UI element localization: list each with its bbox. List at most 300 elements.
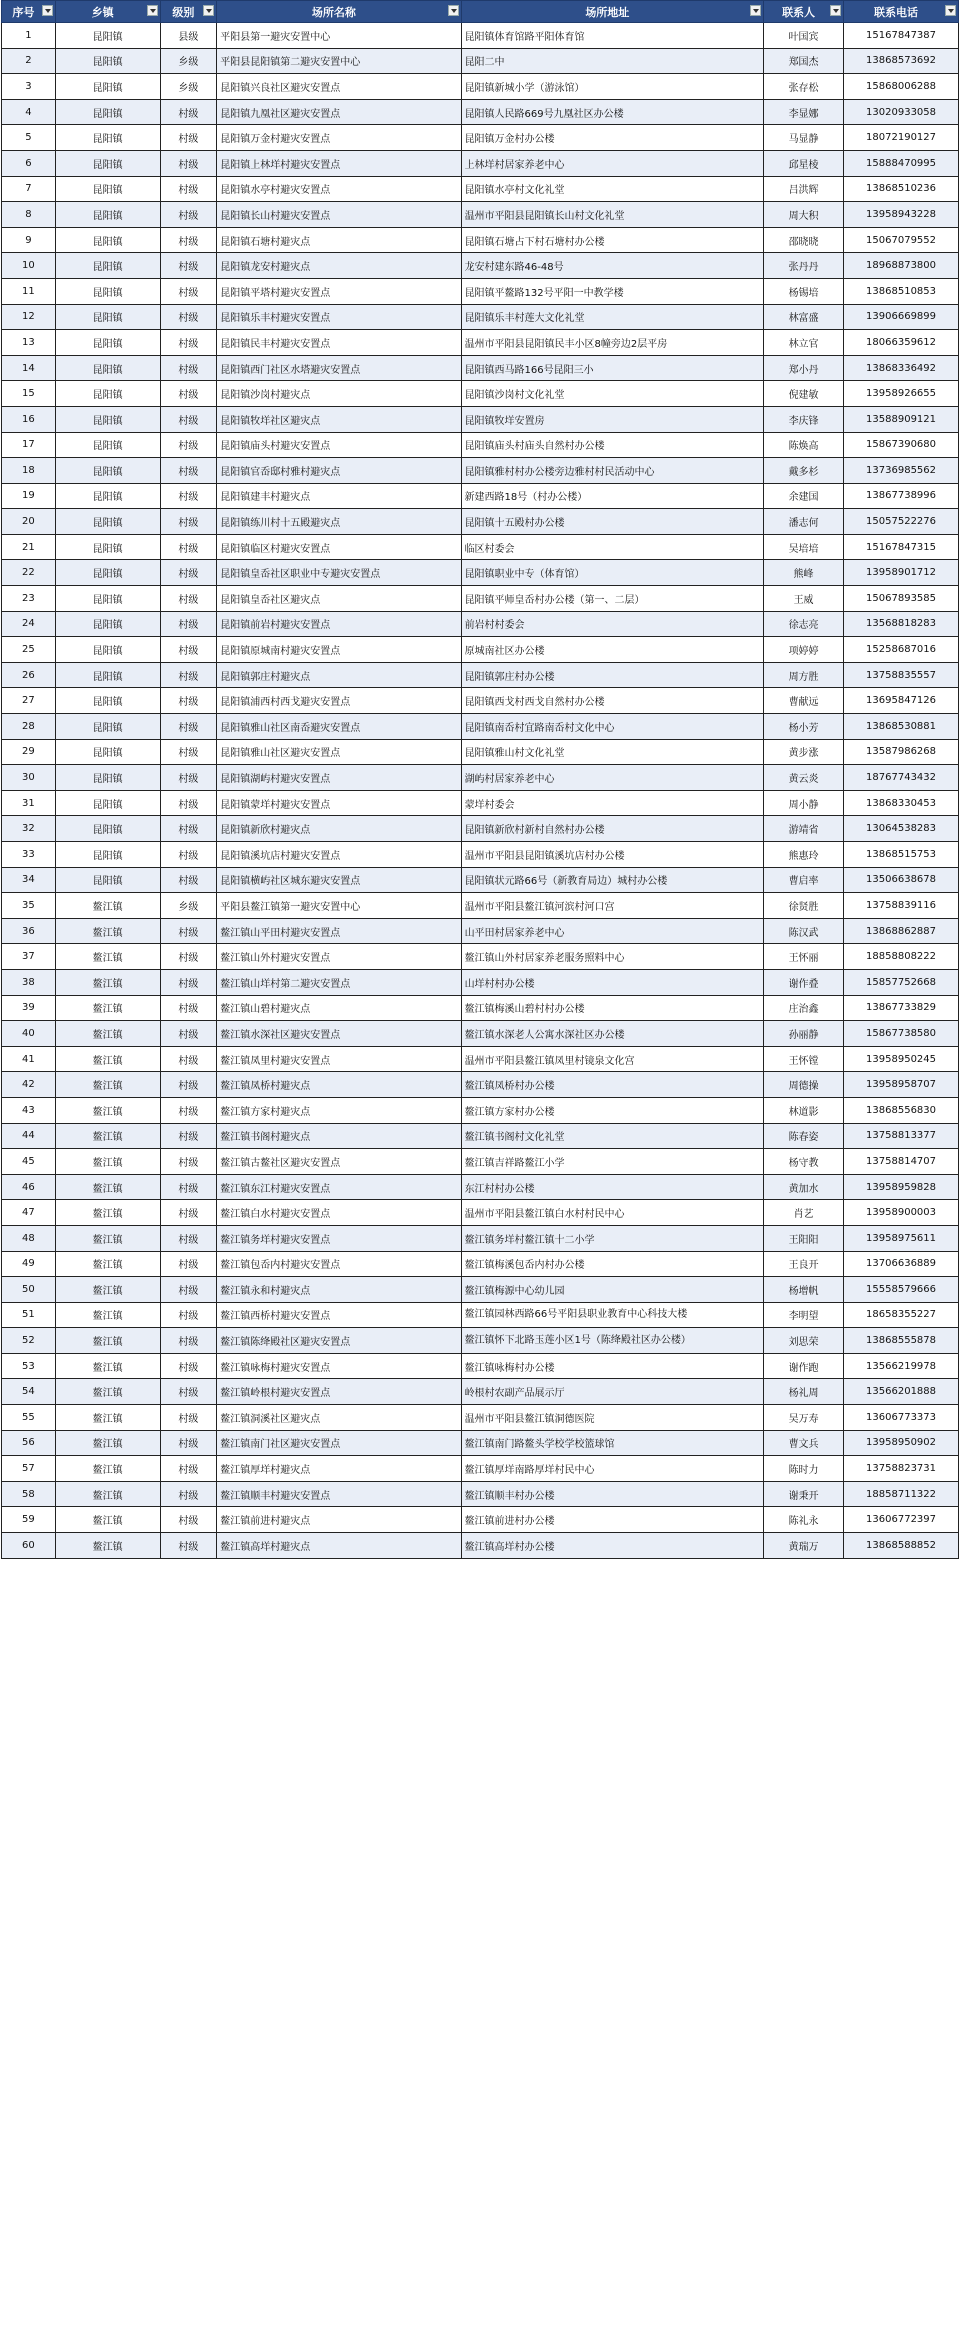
cell-township: 鳌江镇 [55,1302,160,1328]
cell-site-name: 鳌江镇厚垟村避灾点 [217,1456,461,1482]
cell-site-address: 温州市平阳县昆阳镇民丰小区8幢旁边2层平房 [461,330,764,356]
cell-township: 昆阳镇 [55,227,160,253]
township-header [55,1,160,23]
cell-site-address: 鳌江镇高垟村办公楼 [461,1533,764,1559]
cell-site-name: 鳌江镇山垟村第二避灾安置点 [217,969,461,995]
cell-phone: 15867390680 [844,432,959,458]
cell-site-name: 鳌江镇凤桥村避灾点 [217,1072,461,1098]
cell-phone: 13958901712 [844,560,959,586]
level-header [160,1,217,23]
cell-township: 鳌江镇 [55,918,160,944]
cell-phone: 13606772397 [844,1507,959,1533]
cell-serial: 48 [2,1225,56,1251]
cell-serial: 18 [2,458,56,484]
cell-township: 鳌江镇 [55,1277,160,1303]
cell-phone: 18072190127 [844,125,959,151]
cell-phone: 18658355227 [844,1302,959,1328]
cell-township: 鳌江镇 [55,969,160,995]
cell-site-address: 昆阳镇平师皇岙村办公楼（第一、二层） [461,586,764,612]
cell-level: 村级 [160,1328,217,1354]
cell-contact: 杨守教 [764,1149,844,1175]
cell-site-address: 昆阳镇体育馆路平阳体育馆 [461,23,764,49]
filter-dropdown-icon[interactable] [945,5,956,16]
cell-level: 村级 [160,867,217,893]
cell-site-name: 平阳县第一避灾安置中心 [217,23,461,49]
cell-phone: 18858808222 [844,944,959,970]
cell-township: 鳌江镇 [55,1379,160,1405]
table-row [2,1200,959,1226]
cell-site-name: 鳌江镇书阁村避灾点 [217,1123,461,1149]
cell-phone: 13606773373 [844,1405,959,1431]
cell-serial: 34 [2,867,56,893]
cell-serial: 14 [2,355,56,381]
serial-header [2,1,56,23]
cell-level: 村级 [160,662,217,688]
table-row [2,1251,959,1277]
site-name-header [217,1,461,23]
cell-phone: 13868573692 [844,48,959,74]
table-row [2,893,959,919]
cell-serial: 39 [2,995,56,1021]
cell-serial: 25 [2,637,56,663]
table-row [2,1328,959,1354]
cell-contact: 吕洪辉 [764,176,844,202]
cell-phone: 13587986268 [844,739,959,765]
cell-phone: 13958950902 [844,1430,959,1456]
cell-site-name: 昆阳镇建丰村避灾点 [217,483,461,509]
cell-serial: 50 [2,1277,56,1303]
cell-site-address: 原城南社区办公楼 [461,637,764,663]
table-row [2,1277,959,1303]
cell-contact: 曹文兵 [764,1430,844,1456]
cell-contact: 邵晓晓 [764,227,844,253]
table-row [2,1021,959,1047]
cell-contact: 余建国 [764,483,844,509]
cell-serial: 41 [2,1046,56,1072]
cell-site-address: 昆阳镇万金村办公楼 [461,125,764,151]
cell-serial: 52 [2,1328,56,1354]
cell-site-name: 鳌江镇陈绛殿社区避灾安置点 [217,1328,461,1354]
cell-contact: 徐贤胜 [764,893,844,919]
cell-level: 村级 [160,1174,217,1200]
cell-phone: 13958943228 [844,202,959,228]
cell-township: 鳌江镇 [55,995,160,1021]
cell-contact: 肖艺 [764,1200,844,1226]
cell-phone: 13867738996 [844,483,959,509]
cell-phone: 13868330453 [844,790,959,816]
cell-contact: 林立官 [764,330,844,356]
cell-site-name: 鳌江镇务垟村避灾安置点 [217,1225,461,1251]
cell-level: 村级 [160,150,217,176]
cell-level: 村级 [160,1277,217,1303]
cell-site-name: 昆阳镇蒙垟村避灾安置点 [217,790,461,816]
cell-site-name: 昆阳镇龙安村避灾点 [217,253,461,279]
cell-phone: 13958950245 [844,1046,959,1072]
cell-level: 村级 [160,1405,217,1431]
cell-site-name: 昆阳镇平塔村避灾安置点 [217,278,461,304]
cell-serial: 35 [2,893,56,919]
cell-level: 村级 [160,253,217,279]
cell-township: 昆阳镇 [55,125,160,151]
cell-site-address: 龙安村建东路46-48号 [461,253,764,279]
cell-site-address: 鳌江镇南门路鳌头学校学校篮球馆 [461,1430,764,1456]
table-row [2,355,959,381]
cell-contact: 郑国杰 [764,48,844,74]
header-label: 级别 [172,5,195,19]
cell-serial: 58 [2,1481,56,1507]
cell-site-name: 鳌江镇水深社区避灾安置点 [217,1021,461,1047]
cell-level: 村级 [160,1149,217,1175]
cell-contact: 叶国宾 [764,23,844,49]
cell-site-name: 昆阳镇前岩村避灾安置点 [217,611,461,637]
cell-serial: 17 [2,432,56,458]
filter-dropdown-icon[interactable] [147,5,158,16]
cell-site-address: 昆阳镇状元路66号（新教育局边）城村办公楼 [461,867,764,893]
cell-site-name: 昆阳镇民丰村避灾安置点 [217,330,461,356]
cell-contact: 游靖省 [764,816,844,842]
cell-serial: 7 [2,176,56,202]
cell-contact: 吴万寿 [764,1405,844,1431]
cell-township: 昆阳镇 [55,714,160,740]
cell-level: 村级 [160,1072,217,1098]
cell-contact: 陈时力 [764,1456,844,1482]
cell-site-address: 鳌江镇山外村居家养老服务照料中心 [461,944,764,970]
cell-serial: 10 [2,253,56,279]
cell-level: 村级 [160,1481,217,1507]
cell-site-address: 温州市平阳县鳌江镇凤里村镜泉文化宫 [461,1046,764,1072]
cell-contact: 杨锡培 [764,278,844,304]
table-row [2,739,959,765]
cell-site-address: 前岩村村委会 [461,611,764,637]
cell-site-address: 昆阳镇人民路669号九凰社区办公楼 [461,99,764,125]
cell-township: 昆阳镇 [55,534,160,560]
cell-level: 村级 [160,381,217,407]
cell-level: 村级 [160,944,217,970]
cell-site-name: 鳌江镇顺丰村避灾安置点 [217,1481,461,1507]
cell-phone: 13736985562 [844,458,959,484]
cell-contact: 周小静 [764,790,844,816]
cell-level: 村级 [160,1353,217,1379]
cell-township: 鳌江镇 [55,1533,160,1559]
table-row [2,867,959,893]
cell-site-name: 昆阳镇皇岙社区避灾点 [217,586,461,612]
cell-site-name: 昆阳镇横屿社区城东避灾安置点 [217,867,461,893]
cell-serial: 24 [2,611,56,637]
cell-level: 村级 [160,1097,217,1123]
cell-phone: 13758813377 [844,1123,959,1149]
cell-contact: 黄步涨 [764,739,844,765]
cell-site-name: 昆阳镇九凰社区避灾安置点 [217,99,461,125]
phone-header [844,1,959,23]
cell-level: 村级 [160,458,217,484]
cell-level: 村级 [160,1379,217,1405]
cell-contact: 李庆锋 [764,406,844,432]
cell-site-address: 鳌江镇怀下北路玉莲小区1号（陈绛殿社区办公楼） [461,1328,764,1354]
cell-site-address: 山平田村居家养老中心 [461,918,764,944]
table-row [2,304,959,330]
table-row [2,176,959,202]
cell-township: 鳌江镇 [55,1430,160,1456]
cell-site-name: 昆阳镇浦西村西戈避灾安置点 [217,688,461,714]
table-row [2,483,959,509]
cell-site-address: 温州市平阳县昆阳镇长山村文化礼堂 [461,202,764,228]
cell-serial: 40 [2,1021,56,1047]
cell-site-address: 临区村委会 [461,534,764,560]
header-label: 乡镇 [91,5,114,19]
cell-site-address: 新建西路18号（村办公楼） [461,483,764,509]
cell-phone: 13566219978 [844,1353,959,1379]
cell-level: 村级 [160,816,217,842]
table-row [2,458,959,484]
cell-township: 昆阳镇 [55,202,160,228]
cell-site-name: 鳌江镇古鳌社区避灾安置点 [217,1149,461,1175]
cell-site-address: 昆阳镇西戈村西戈自然村办公楼 [461,688,764,714]
cell-site-address: 温州市平阳县鳌江镇洞德医院 [461,1405,764,1431]
cell-serial: 57 [2,1456,56,1482]
cell-level: 村级 [160,611,217,637]
table-row [2,688,959,714]
cell-serial: 56 [2,1430,56,1456]
cell-site-name: 昆阳镇万金村避灾安置点 [217,125,461,151]
cell-contact: 李明望 [764,1302,844,1328]
cell-serial: 32 [2,816,56,842]
cell-phone: 13706636889 [844,1251,959,1277]
table-row [2,1123,959,1149]
contact-header [764,1,844,23]
table-row [2,816,959,842]
cell-site-name: 昆阳镇西门社区水塔避灾安置点 [217,355,461,381]
table-row [2,1225,959,1251]
cell-serial: 36 [2,918,56,944]
cell-contact: 王威 [764,586,844,612]
cell-serial: 2 [2,48,56,74]
cell-phone: 15857752668 [844,969,959,995]
cell-township: 鳌江镇 [55,1200,160,1226]
cell-phone: 15258687016 [844,637,959,663]
cell-site-address: 昆阳镇沙岗村文化礼堂 [461,381,764,407]
cell-site-name: 昆阳镇官岙邸村雅村避灾点 [217,458,461,484]
filter-dropdown-icon[interactable] [830,5,841,16]
cell-phone: 13906669899 [844,304,959,330]
cell-contact: 周大积 [764,202,844,228]
cell-contact: 陈春姿 [764,1123,844,1149]
cell-township: 昆阳镇 [55,611,160,637]
table-row [2,23,959,49]
cell-level: 乡级 [160,74,217,100]
cell-phone: 13568818283 [844,611,959,637]
cell-serial: 53 [2,1353,56,1379]
cell-site-name: 昆阳镇兴良社区避灾安置点 [217,74,461,100]
cell-phone: 13868336492 [844,355,959,381]
cell-phone: 13868588852 [844,1533,959,1559]
cell-site-name: 鳌江镇咏梅村避灾安置点 [217,1353,461,1379]
cell-site-address: 昆阳镇雅村村办公楼旁边雅村村民活动中心 [461,458,764,484]
cell-township: 昆阳镇 [55,560,160,586]
cell-phone: 13566201888 [844,1379,959,1405]
cell-site-address: 昆阳镇庙头村庙头自然村办公楼 [461,432,764,458]
cell-contact: 倪建敏 [764,381,844,407]
cell-phone: 15167847387 [844,23,959,49]
cell-serial: 13 [2,330,56,356]
cell-phone: 13868862887 [844,918,959,944]
cell-site-name: 昆阳镇水亭村避灾安置点 [217,176,461,202]
cell-serial: 3 [2,74,56,100]
cell-serial: 54 [2,1379,56,1405]
cell-site-name: 鳌江镇方家村避灾点 [217,1097,461,1123]
cell-site-address: 昆阳镇平鳌路132号平阳一中教学楼 [461,278,764,304]
cell-phone: 15888470995 [844,150,959,176]
cell-township: 昆阳镇 [55,458,160,484]
cell-township: 昆阳镇 [55,176,160,202]
filter-dropdown-icon[interactable] [203,5,214,16]
cell-site-name: 昆阳镇长山村避灾安置点 [217,202,461,228]
cell-phone: 13958926655 [844,381,959,407]
cell-township: 鳌江镇 [55,1225,160,1251]
cell-serial: 38 [2,969,56,995]
cell-site-address: 岭根村农副产品展示厅 [461,1379,764,1405]
cell-level: 村级 [160,1200,217,1226]
cell-contact: 戴多杉 [764,458,844,484]
table-row [2,586,959,612]
cell-township: 鳌江镇 [55,1097,160,1123]
table-row [2,765,959,791]
cell-township: 昆阳镇 [55,867,160,893]
table-row [2,944,959,970]
cell-phone: 13020933058 [844,99,959,125]
table-row [2,637,959,663]
cell-level: 村级 [160,483,217,509]
cell-township: 昆阳镇 [55,150,160,176]
cell-contact: 曹献远 [764,688,844,714]
cell-site-address: 鳌江镇前进村办公楼 [461,1507,764,1533]
cell-level: 村级 [160,1123,217,1149]
cell-phone: 15868006288 [844,74,959,100]
cell-township: 鳌江镇 [55,1405,160,1431]
filter-dropdown-icon[interactable] [448,5,459,16]
cell-township: 鳌江镇 [55,1456,160,1482]
cell-serial: 55 [2,1405,56,1431]
cell-site-name: 昆阳镇牧垟社区避灾点 [217,406,461,432]
table-body [2,23,959,1559]
table-row [2,1481,959,1507]
cell-contact: 黄瑞万 [764,1533,844,1559]
cell-serial: 30 [2,765,56,791]
cell-serial: 47 [2,1200,56,1226]
cell-site-address: 鳌江镇吉祥路鳌江小学 [461,1149,764,1175]
table-row [2,1072,959,1098]
cell-site-name: 昆阳镇沙岗村避灾点 [217,381,461,407]
cell-level: 村级 [160,1507,217,1533]
cell-level: 村级 [160,1225,217,1251]
cell-site-address: 昆阳镇南岙村宜路南岙村文化中心 [461,714,764,740]
cell-site-name: 平阳县昆阳镇第二避灾安置中心 [217,48,461,74]
shelter-table [1,0,959,1559]
filter-dropdown-icon[interactable] [750,5,761,16]
cell-phone: 13695847126 [844,688,959,714]
header-label: 联系人 [782,5,816,19]
cell-level: 村级 [160,1302,217,1328]
cell-township: 昆阳镇 [55,483,160,509]
table-row [2,1353,959,1379]
cell-contact: 陈汉武 [764,918,844,944]
cell-level: 村级 [160,355,217,381]
cell-contact: 黄云炎 [764,765,844,791]
cell-township: 昆阳镇 [55,99,160,125]
cell-site-address: 鳌江镇梅源中心幼儿园 [461,1277,764,1303]
cell-level: 乡级 [160,893,217,919]
cell-township: 鳌江镇 [55,944,160,970]
cell-phone: 18066359612 [844,330,959,356]
cell-site-name: 昆阳镇临区村避灾安置点 [217,534,461,560]
cell-township: 鳌江镇 [55,893,160,919]
cell-site-name: 鳌江镇岭根村避灾安置点 [217,1379,461,1405]
cell-level: 村级 [160,714,217,740]
table-row [2,1302,959,1328]
cell-phone: 13758823731 [844,1456,959,1482]
cell-township: 昆阳镇 [55,739,160,765]
cell-site-address: 蒙垟村委会 [461,790,764,816]
cell-phone: 13588909121 [844,406,959,432]
cell-site-address: 温州市平阳县昆阳镇溪坑店村办公楼 [461,842,764,868]
cell-level: 村级 [160,688,217,714]
table-row [2,560,959,586]
cell-level: 村级 [160,969,217,995]
table-row [2,1456,959,1482]
cell-township: 鳌江镇 [55,1251,160,1277]
cell-contact: 潘志何 [764,509,844,535]
header-label: 序号 [12,5,35,19]
cell-township: 昆阳镇 [55,842,160,868]
cell-site-name: 昆阳镇庙头村避灾安置点 [217,432,461,458]
cell-serial: 28 [2,714,56,740]
cell-township: 昆阳镇 [55,432,160,458]
cell-site-name: 鳌江镇凤里村避灾安置点 [217,1046,461,1072]
cell-phone: 13758839116 [844,893,959,919]
cell-site-name: 昆阳镇石塘村避灾点 [217,227,461,253]
cell-township: 昆阳镇 [55,586,160,612]
filter-dropdown-icon[interactable] [42,5,53,16]
cell-site-name: 鳌江镇永和村避灾点 [217,1277,461,1303]
cell-level: 村级 [160,227,217,253]
cell-contact: 马显静 [764,125,844,151]
cell-serial: 23 [2,586,56,612]
site-address-header [461,1,764,23]
table-row [2,1405,959,1431]
cell-phone: 13868510236 [844,176,959,202]
cell-serial: 46 [2,1174,56,1200]
table-row [2,253,959,279]
cell-site-address: 鳌江镇凤桥村办公楼 [461,1072,764,1098]
cell-serial: 8 [2,202,56,228]
cell-phone: 15057522276 [844,509,959,535]
cell-level: 村级 [160,1046,217,1072]
cell-phone: 13868515753 [844,842,959,868]
cell-serial: 37 [2,944,56,970]
cell-phone: 13958900003 [844,1200,959,1226]
cell-township: 昆阳镇 [55,765,160,791]
cell-phone: 18767743432 [844,765,959,791]
cell-site-name: 昆阳镇原城南村避灾安置点 [217,637,461,663]
cell-site-name: 昆阳镇乐丰村避灾安置点 [217,304,461,330]
cell-township: 昆阳镇 [55,23,160,49]
cell-phone: 13958958707 [844,1072,959,1098]
cell-township: 鳌江镇 [55,1174,160,1200]
cell-contact: 周德操 [764,1072,844,1098]
cell-contact: 林富盛 [764,304,844,330]
cell-site-address: 昆阳镇石塘占下村石塘村办公楼 [461,227,764,253]
cell-site-name: 鳌江镇南门社区避灾安置点 [217,1430,461,1456]
table-row [2,1430,959,1456]
